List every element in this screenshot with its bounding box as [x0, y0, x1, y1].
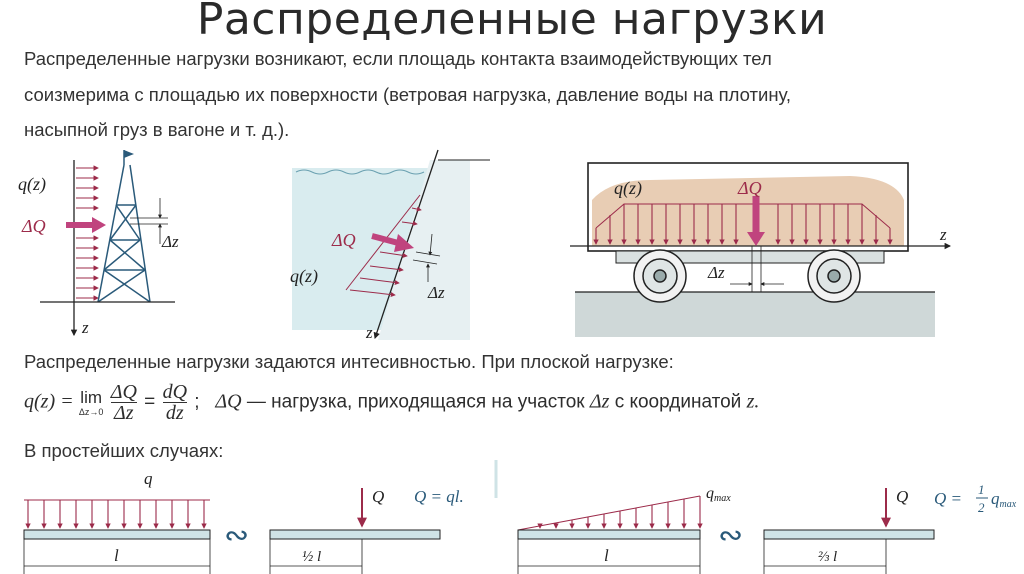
uniform-formula: Q = ql.	[414, 487, 464, 506]
formula-lim: lim Δz→0	[78, 388, 104, 417]
wagon-figure	[570, 163, 950, 337]
formula-dz: Δz	[589, 390, 610, 413]
uniform-q-label: q	[144, 469, 153, 488]
dam-force-label: ΔQ	[332, 230, 356, 250]
intensity-formula: q(z) = lim Δz→0 $\frac{\Delta Q}{\Delta z}$ = $\frac{dQ}{dz}$ ; ΔQ — нагрузка, приходящаяся на участок Δz с координатой z.	[24, 381, 760, 424]
dam-q-label: q(z)	[290, 266, 318, 286]
formula-frac-2: $\frac{dQ}{dz}$	[162, 381, 188, 424]
rail-ground	[575, 292, 935, 337]
uniform-half-label: ½ l	[302, 549, 322, 565]
intro-line-1: Распределенные нагрузки возникают, если площадь контакта взаимодействующих тел	[24, 48, 772, 69]
intro-line-2: соизмерима с площадью их поверхности (ветровая нагрузка, давление воды на плотину,	[24, 84, 792, 105]
triangle-load-case	[518, 482, 1017, 574]
triangle-force-label: Q	[896, 487, 909, 506]
equivalence-icon: ∾	[718, 519, 744, 552]
triangle-formula	[934, 482, 1017, 515]
wheel-icon	[634, 250, 686, 302]
wagon-q-label: q(z)	[614, 178, 642, 198]
tower-q-label: q(z)	[18, 174, 46, 194]
flag-icon	[124, 150, 134, 158]
tower-dz-label: Δz	[162, 232, 179, 251]
intro-line-3: насыпной груз в вагоне и т. д.).	[24, 119, 290, 140]
triangle-q-label: qmax	[706, 485, 731, 504]
formula-desc2: с координатой	[614, 391, 742, 413]
equivalence-icon: ∾	[224, 519, 250, 552]
triangle-l-label: l	[604, 546, 609, 565]
intensity-text: Распределенные нагрузки задаются интесивностью. При плоской нагрузке:	[24, 351, 674, 372]
dam-dz-label: Δz	[428, 283, 445, 302]
beam-uniform-resultant	[270, 530, 440, 539]
formula-z: z.	[746, 390, 760, 413]
uniform-force-label: Q	[372, 487, 385, 506]
beam-triangle	[518, 530, 700, 539]
formula-desc: — нагрузка, приходящаяся на участок	[246, 391, 585, 413]
dam-z-label: z	[366, 323, 373, 342]
tower-z-label: z	[82, 318, 89, 337]
svg-text:Q =: Q =	[934, 489, 962, 508]
tower-force-label: ΔQ	[22, 216, 46, 236]
formula-lhs: q(z) =	[24, 390, 74, 413]
tower-figure	[18, 150, 179, 337]
wagon-z-label: z	[940, 225, 947, 244]
wagon-force-label: ΔQ	[738, 178, 762, 198]
svg-text:1: 1	[978, 482, 985, 497]
beam-uniform	[24, 530, 210, 539]
wheel-icon	[808, 250, 860, 302]
tower-load-arrows	[76, 168, 98, 298]
simple-cases-label: В простейших случаях:	[24, 440, 224, 461]
tower-structure	[98, 150, 150, 302]
beam-triangle-resultant	[764, 530, 934, 539]
formula-dq: ΔQ	[215, 390, 242, 413]
uniform-l-label: l	[114, 546, 119, 565]
page-title: Распределенные нагрузки	[196, 0, 828, 45]
svg-text:2: 2	[978, 500, 985, 515]
wagon-dz-label: Δz	[708, 263, 725, 282]
triangle-twothirds-label: ⅔ l	[818, 549, 838, 565]
dam-figure	[290, 150, 490, 342]
uniform-load-case	[24, 469, 464, 574]
svg-text:qmax: qmax	[991, 489, 1017, 510]
formula-frac-1: $\frac{\Delta Q}{\Delta z}$	[110, 381, 137, 424]
